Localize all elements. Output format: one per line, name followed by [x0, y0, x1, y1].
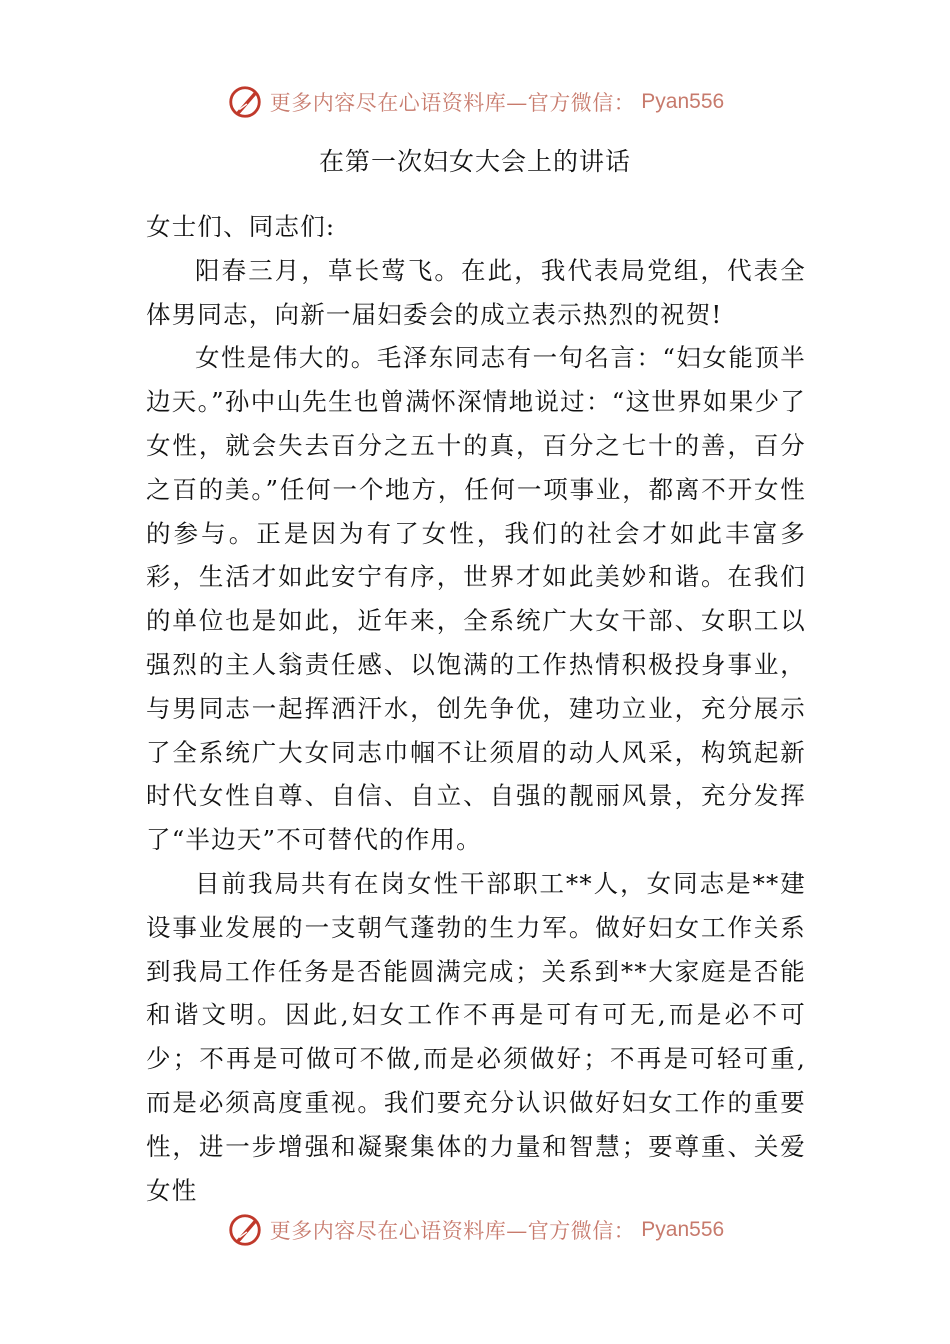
paragraph-1: 阳春三月，草长莺飞。在此，我代表局党组，代表全体男同志，向新一届妇委会的成立表示热烈的祝贺!	[146, 255, 806, 329]
paragraph-2: 女性是伟大的。毛泽东同志有一句名言：“妇女能顶半边天。”孙中山先生也曾满怀深情地说过：“这世界如果少了女性，就会失去百分之五十的真，百分之七十的善，百分之百的美。”任何一个地方，任何一项事业，都离不开女性的参与。正是因为有了女性，我们的社会才如此丰富多彩，生活才如此安宁有序，世界才如此美妙和谐。在我们的单位也是如此，近年来，全系统广大女干部、女职工以强烈的主人翁责任感、以饱满的工作热情积极投身事业，与男同志一起挥洒汗水，创先争优，建功立业，充分展示了全系统广大女同志巾帼不让须眉的动人风采，构筑起新时代女性自尊、自信、自立、自强的靓丽风景，充分发挥了“半边天”不可替代的作用。	[146, 343, 806, 855]
paragraph-3: 目前我局共有在岗女性干部职工**人，女同志是**建设事业发展的一支朝气蓬勃的生力军。做好妇女工作关系到我局工作任务是否能圆满完成；关系到**大家庭是否能和谐文明。因此,妇女工作不再是可有可无,而是必不可少；不再是可做可不做,而是必须做好；不再是可轻可重,而是必须高度重视。我们要充分认识做好妇女工作的重要性，进一步增强和凝聚集体的力量和智慧；要尊重、关爱女性	[146, 868, 806, 1205]
watermark-footer	[0, 1210, 950, 1250]
document-body	[146, 205, 806, 1212]
quill-logo-icon	[226, 1211, 264, 1249]
quill-logo-icon	[226, 83, 264, 121]
watermark-text: 更多内容尽在心语资料库—官方微信：	[269, 91, 636, 115]
watermark-handle: Pyan556	[641, 90, 725, 113]
watermark-text: 更多内容尽在心语资料库—官方微信：	[269, 1219, 636, 1243]
watermark-handle: Pyan556	[641, 1218, 725, 1241]
salutation: 女士们、同志们:	[146, 212, 336, 241]
watermark-header	[0, 82, 950, 122]
document-title: 在第一次妇女大会上的讲话	[318, 147, 631, 176]
